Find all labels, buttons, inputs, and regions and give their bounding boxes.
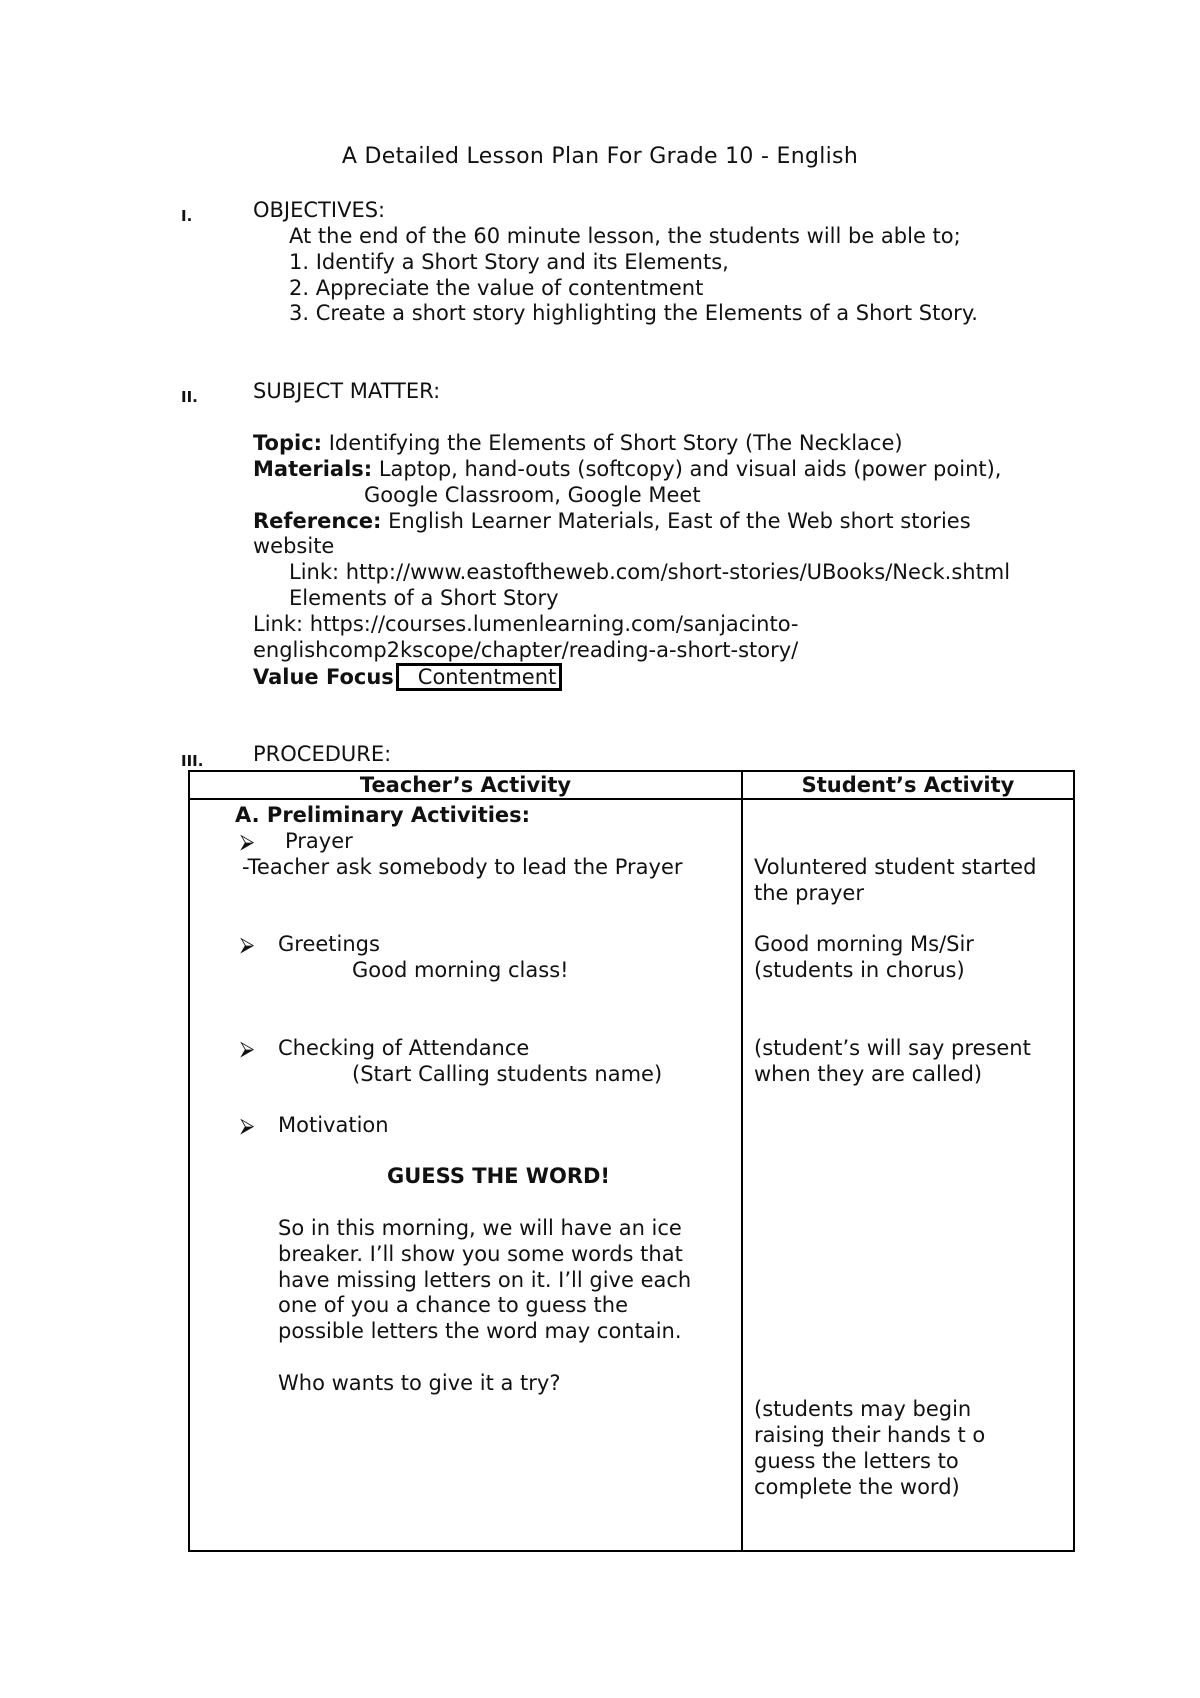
preliminary-activities-heading: A. Preliminary Activities: [235,803,531,827]
document-title: A Detailed Lesson Plan For Grade 10 - English [341,144,859,169]
reference-continuation: website [253,534,335,558]
value-focus-box: Contentment [396,663,562,691]
procedure-heading: PROCEDURE: [253,742,392,766]
objectives-numeral: I. [181,207,193,225]
reference-line [253,508,971,534]
subject-matter-heading: SUBJECT MATTER: [253,379,441,403]
game-line: So in this morning, we will have an ice [278,1216,682,1240]
attendance-text: (Start Calling students name) [352,1062,663,1086]
game-line: breaker. I’ll show you some words that [278,1242,683,1266]
subject-matter-numeral: II. [181,388,198,406]
topic-label: Topic: [253,431,323,455]
prayer-label: Prayer [285,829,353,853]
attendance-label: Checking of Attendance [278,1036,530,1060]
greetings-label: Greetings [278,932,380,956]
materials-value: Laptop, hand-outs (softcopy) and visual aids (power point), [372,457,1002,481]
reference-link[interactable]: Link: http://www.eastoftheweb.com/short-stories/UBooks/Neck.shtml [289,560,1011,584]
student-attendance-line: (student’s will say present [754,1036,1031,1060]
reference-value: English Learner Materials, East of the Web short stories [381,509,971,533]
topic-line [253,430,903,456]
procedure-table [188,770,1075,1552]
student-guess-line: guess the letters to [754,1449,959,1473]
materials-label: Materials: [253,457,373,481]
game-line: possible letters the word may contain. [278,1319,682,1343]
materials-line [253,456,1002,482]
elements-title: Elements of a Short Story [289,586,559,610]
objective-item: 1. Identify a Short Story and its Elements, [289,250,729,274]
elements-link-line2[interactable]: englishcomp2kscope/chapter/reading-a-short-story/ [253,638,799,662]
student-guess-line: raising their hands t o [754,1423,986,1447]
game-title: GUESS THE WORD! [387,1164,611,1188]
objectives-intro: At the end of the 60 minute lesson, the students will be able to; [289,224,961,248]
game-line: one of you a chance to guess the [278,1293,628,1317]
student-greet-line: (students in chorus) [754,958,965,982]
motivation-label: Motivation [278,1113,389,1137]
arrowhead-bullet-icon: ⮚ [240,1036,255,1060]
student-guess-line: (students may begin [754,1397,972,1421]
teacher-activity-header: Teacher’s Activity [189,771,742,799]
value-focus-label: Value Focus [253,665,394,689]
arrowhead-bullet-icon: ⮚ [240,829,255,853]
arrowhead-bullet-icon: ⮚ [240,1113,255,1137]
procedure-numeral: III. [181,752,204,770]
teacher-activity-cell [189,799,742,1551]
student-greet-line: Good morning Ms/Sir [754,932,974,956]
student-prayer-line: Voluntered student started [754,855,1037,879]
student-prayer-line: the prayer [754,881,864,905]
elements-link-line1[interactable]: Link: https://courses.lumenlearning.com/sanjacinto- [253,612,799,636]
game-line: have missing letters on it. I’ll give each [278,1268,692,1292]
student-attendance-line: when they are called) [754,1062,983,1086]
greetings-text: Good morning class! [352,958,569,982]
objective-item: 2. Appreciate the value of contentment [289,276,704,300]
student-activity-header: Student’s Activity [742,771,1074,799]
student-guess-line: complete the word) [754,1475,960,1499]
value-focus-line [253,663,562,691]
objectives-heading: OBJECTIVES: [253,198,386,222]
arrowhead-bullet-icon: ⮚ [240,932,255,956]
materials-continuation: Google Classroom, Google Meet [364,483,701,507]
student-activity-cell [742,799,1074,1551]
prayer-text: -Teacher ask somebody to lead the Prayer [242,855,683,879]
objective-item: 3. Create a short story highlighting the Elements of a Short Story. [289,301,978,325]
game-question: Who wants to give it a try? [278,1371,561,1395]
reference-label: Reference: [253,509,382,533]
topic-value: Identifying the Elements of Short Story (The Necklace) [322,431,903,455]
